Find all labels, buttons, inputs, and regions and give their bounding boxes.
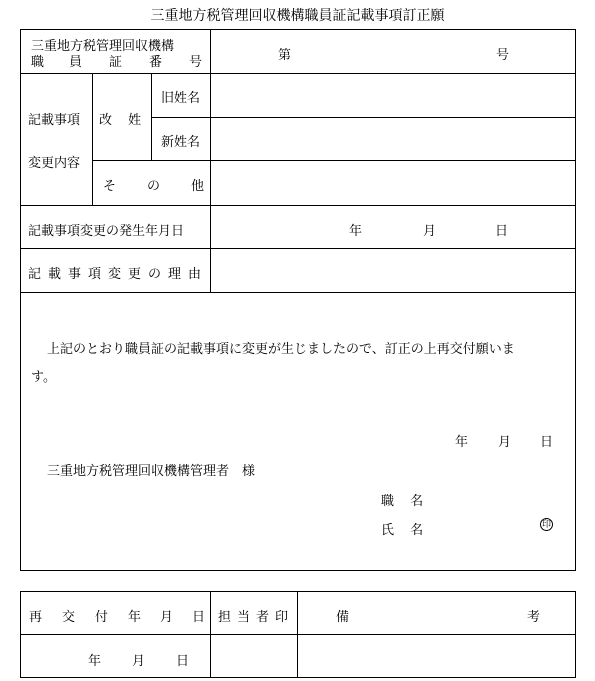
table-border <box>575 591 576 678</box>
other-char: そ <box>103 179 117 194</box>
id-label-char: 証 <box>109 55 123 70</box>
name-char: 氏 <box>381 523 395 538</box>
other-char: の <box>147 179 161 194</box>
reissue-char: 月 <box>160 610 174 625</box>
kaisei-label <box>99 109 141 128</box>
reissue-char: 付 <box>95 610 109 625</box>
date-month: 月 <box>423 224 437 239</box>
sign-month: 月 <box>498 435 512 450</box>
body-line-1: 上記のとおり職員証の記載事項に変更が生じましたので、訂正の上再交付願いま <box>47 342 515 357</box>
reason-char: 変 <box>108 267 122 282</box>
table-border <box>20 591 21 678</box>
reason-char: 項 <box>88 267 102 282</box>
post-label <box>381 490 423 509</box>
stamp-char: 担 <box>218 610 232 625</box>
reason-char: 理 <box>168 267 182 282</box>
stamp-char: 印 <box>275 610 289 625</box>
kaisei-char: 姓 <box>128 113 142 128</box>
table-rule <box>210 29 211 293</box>
stamp-char: 者 <box>256 610 270 625</box>
reissue-char: 日 <box>192 610 206 625</box>
addressee: 三重地方税管理回収機構管理者 様 <box>47 464 256 479</box>
change-label: 変更内容 <box>28 156 81 171</box>
table-rule <box>20 634 576 635</box>
table-rule <box>92 160 576 161</box>
table-border <box>20 591 576 592</box>
date-year: 年 <box>349 224 363 239</box>
reissue-month: 月 <box>132 654 146 669</box>
table-rule <box>20 292 576 293</box>
table-border <box>20 29 21 571</box>
reissue-char: 年 <box>128 610 142 625</box>
date-label: 記載事項変更の発生年月日 <box>28 224 185 239</box>
table-rule <box>20 205 576 206</box>
other-field[interactable] <box>212 162 574 204</box>
new-name-field[interactable] <box>212 119 574 159</box>
reissue-char: 再 <box>29 610 43 625</box>
name-char: 名 <box>410 523 424 538</box>
id-go: 号 <box>496 48 510 63</box>
table-rule <box>151 73 152 161</box>
sign-year: 年 <box>455 435 469 450</box>
id-label-char: 番 <box>149 55 163 70</box>
reason-char: 載 <box>48 267 62 282</box>
id-label-char: 員 <box>69 55 83 70</box>
reason-char: 由 <box>188 267 202 282</box>
remarks-1: 備 <box>336 610 350 625</box>
id-label-char: 職 <box>31 55 45 70</box>
table-rule <box>210 591 211 678</box>
stamp-char: 当 <box>237 610 251 625</box>
id-label-top: 三重地方税管理回収機構 <box>31 39 175 54</box>
table-border <box>20 29 576 30</box>
reason-char: の <box>148 267 162 282</box>
remarks-2: 考 <box>527 610 541 625</box>
old-name-field[interactable] <box>212 75 574 116</box>
date-day: 日 <box>495 224 509 239</box>
kaisei-char: 改 <box>99 113 113 128</box>
table-rule <box>20 248 576 249</box>
reason-field[interactable] <box>212 250 574 291</box>
reissue-year: 年 <box>88 654 102 669</box>
reissue-char: 交 <box>62 610 76 625</box>
other-char: 他 <box>191 179 205 194</box>
reason-char: 事 <box>68 267 82 282</box>
table-rule <box>297 591 298 678</box>
seal-mark-icon: 印 <box>541 520 551 530</box>
post-char: 名 <box>410 494 424 509</box>
old-name-label: 旧姓名 <box>161 91 201 106</box>
new-name-label: 新姓名 <box>161 135 201 150</box>
table-border <box>575 29 576 571</box>
page-title: 三重地方税管理回収機構職員証記載事項訂正願 <box>150 8 445 24</box>
reason-char: 更 <box>128 267 142 282</box>
post-char: 職 <box>381 494 395 509</box>
sign-day: 日 <box>540 435 554 450</box>
item-label: 記載事項 <box>28 113 81 128</box>
table-border <box>20 677 576 678</box>
table-rule <box>20 73 576 74</box>
body-line-2: す。 <box>31 370 56 385</box>
name-label <box>381 519 423 538</box>
table-border <box>20 570 576 571</box>
table-rule <box>92 73 93 205</box>
id-label-char: 号 <box>189 55 203 70</box>
table-rule <box>151 117 576 118</box>
id-dai: 第 <box>278 48 292 63</box>
reissue-day: 日 <box>176 654 190 669</box>
reason-char: 記 <box>28 267 42 282</box>
